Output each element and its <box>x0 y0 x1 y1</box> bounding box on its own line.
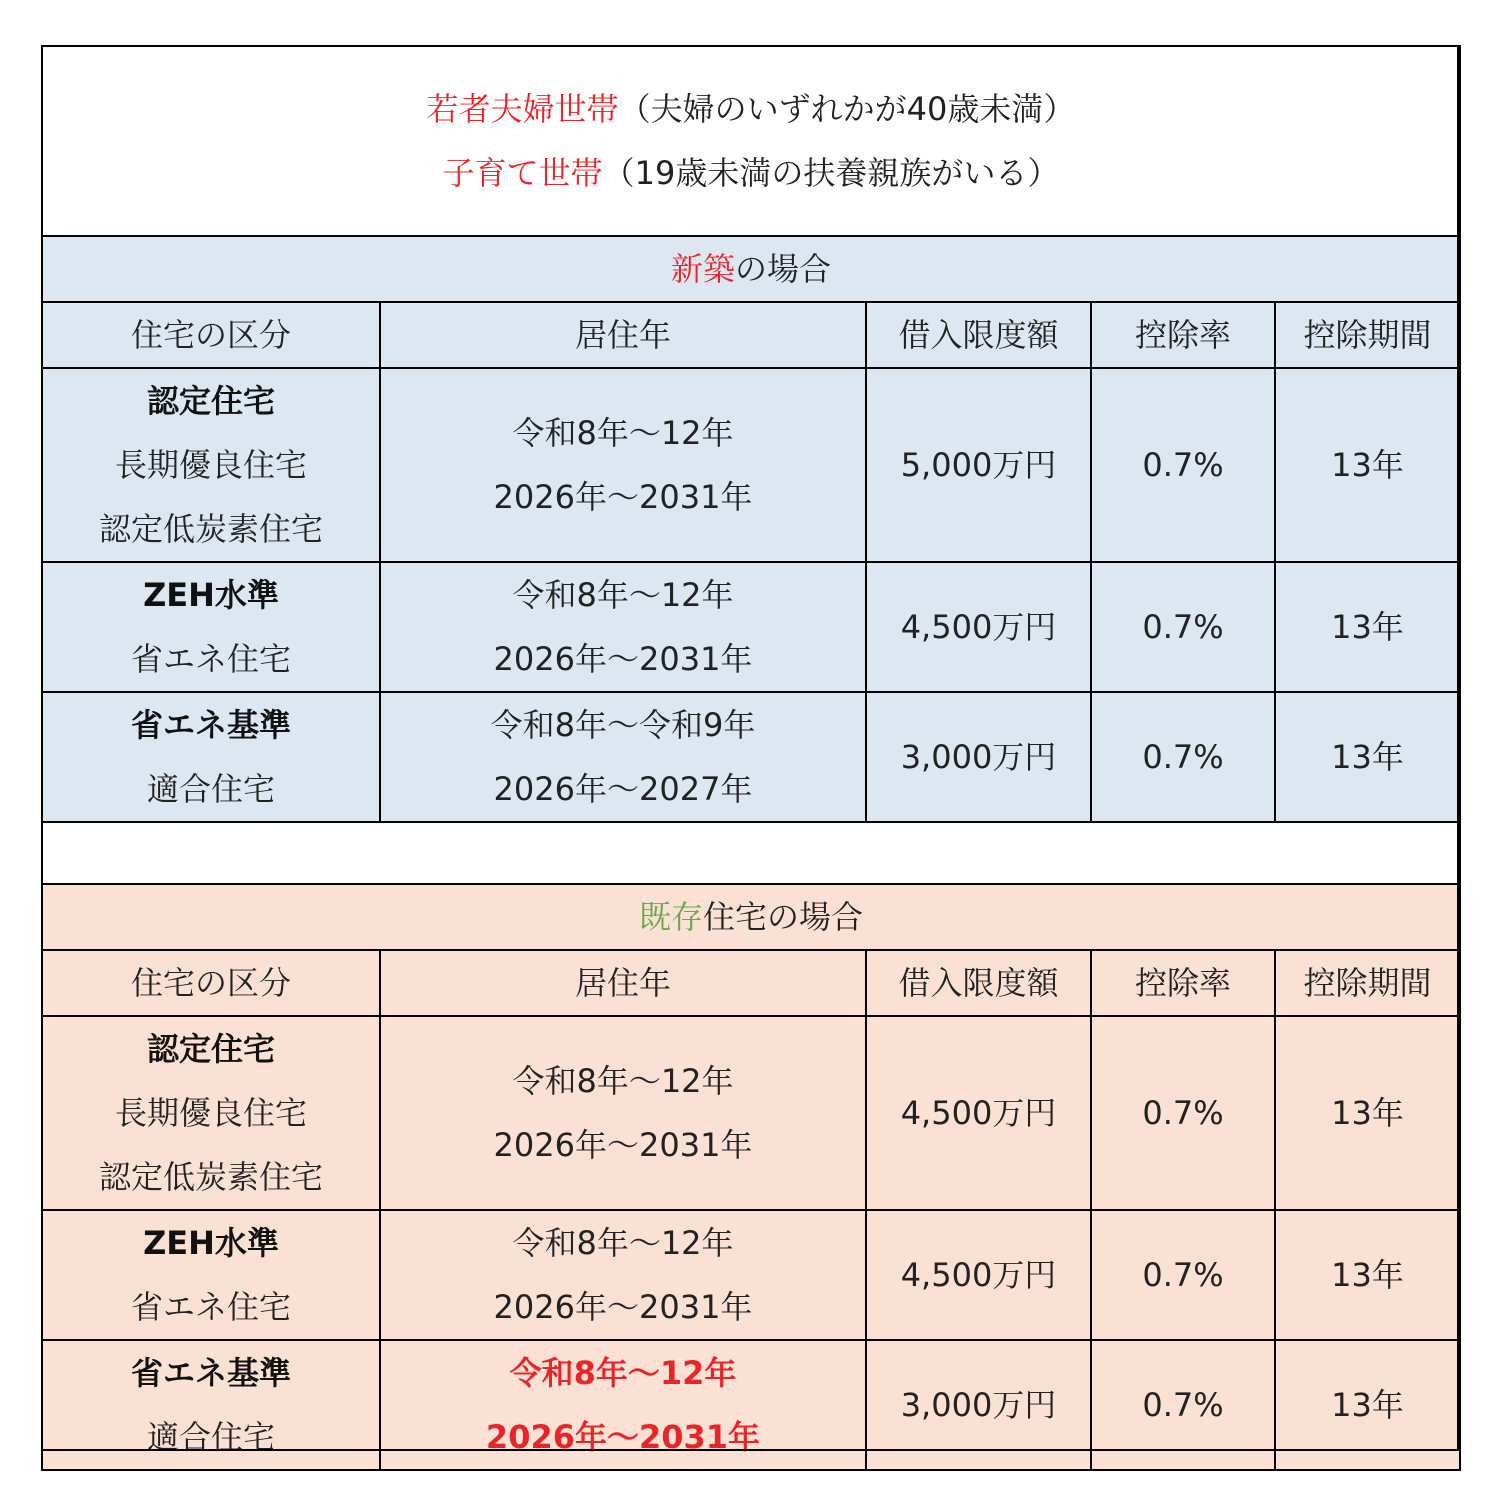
category-bold: 省エネ基準 <box>130 1354 291 1392</box>
category-bold: ZEH水準 <box>143 576 279 614</box>
years-line: 令和8年～12年 <box>512 1062 734 1100</box>
category-line: 認定低炭素住宅 <box>98 1158 323 1196</box>
category-line: 適合住宅 <box>146 1418 275 1456</box>
years-line: 2026年～2031年 <box>493 640 753 678</box>
years-line: 令和8年～12年 <box>512 414 734 452</box>
limit-cell: 5,000万円 <box>866 368 1091 562</box>
years-line: 令和8年～12年 <box>512 576 734 614</box>
years-line: 2026年～2031年 <box>493 478 753 516</box>
category-line: 長期優良住宅 <box>114 1094 307 1132</box>
period-cell: 13年 <box>1275 1340 1460 1470</box>
category-line: 省エネ住宅 <box>130 1288 291 1326</box>
col-header-period: 控除期間 <box>1275 950 1460 1016</box>
existing-title-rest: 住宅の場合 <box>703 898 864 936</box>
rate-cell: 0.7% <box>1091 1340 1275 1470</box>
limit-cell: 3,000万円 <box>866 1340 1091 1470</box>
new-build-title-rest: の場合 <box>735 250 832 288</box>
category-bold: 省エネ基準 <box>130 706 291 744</box>
period-cell: 13年 <box>1275 562 1460 692</box>
child-rearing-note: （19歳未満の扶養親族がいる） <box>602 154 1060 192</box>
period-cell: 13年 <box>1275 692 1460 822</box>
rate-cell: 0.7% <box>1091 1016 1275 1210</box>
rate-cell: 0.7% <box>1091 368 1275 562</box>
years-line: 2026年～2031年 <box>493 1126 753 1164</box>
limit-cell: 4,500万円 <box>866 562 1091 692</box>
existing-highlight: 既存 <box>639 898 704 936</box>
years-line: 令和8年～12年 <box>512 1224 734 1262</box>
col-header-category: 住宅の区分 <box>42 950 380 1016</box>
new-build-highlight: 新築 <box>671 250 736 288</box>
table-outer-frame <box>41 45 1459 1451</box>
col-header-category: 住宅の区分 <box>42 302 380 368</box>
col-header-period: 控除期間 <box>1275 302 1460 368</box>
period-cell: 13年 <box>1275 1210 1460 1340</box>
period-cell: 13年 <box>1275 368 1460 562</box>
limit-cell: 3,000万円 <box>866 692 1091 822</box>
category-line: 長期優良住宅 <box>114 446 307 484</box>
years-line: 令和8年～令和9年 <box>490 706 756 744</box>
limit-cell: 4,500万円 <box>866 1016 1091 1210</box>
category-line: 認定低炭素住宅 <box>98 510 323 548</box>
young-couple-label: 若者夫婦世帯 <box>426 90 619 128</box>
rate-cell: 0.7% <box>1091 562 1275 692</box>
category-bold: 認定住宅 <box>146 1030 275 1068</box>
rate-cell: 0.7% <box>1091 692 1275 822</box>
category-line: 適合住宅 <box>146 770 275 808</box>
col-header-rate: 控除率 <box>1091 302 1275 368</box>
category-line: 省エネ住宅 <box>130 640 291 678</box>
category-bold: ZEH水準 <box>143 1224 279 1262</box>
years-line-highlighted: 令和8年～12年 <box>509 1354 737 1392</box>
young-couple-note: （夫婦のいずれかが40歳未満） <box>618 90 1076 128</box>
years-line-highlighted: 2026年～2031年 <box>485 1418 761 1456</box>
col-header-rate: 控除率 <box>1091 950 1275 1016</box>
col-header-years: 居住年 <box>380 302 866 368</box>
col-header-limit: 借入限度額 <box>866 950 1091 1016</box>
col-header-limit: 借入限度額 <box>866 302 1091 368</box>
years-line: 2026年～2031年 <box>493 1288 753 1326</box>
rate-cell: 0.7% <box>1091 1210 1275 1340</box>
limit-cell: 4,500万円 <box>866 1210 1091 1340</box>
period-cell: 13年 <box>1275 1016 1460 1210</box>
col-header-years: 居住年 <box>380 950 866 1016</box>
child-rearing-label: 子育て世帯 <box>442 154 603 192</box>
category-bold: 認定住宅 <box>146 382 275 420</box>
years-line: 2026年～2027年 <box>493 770 753 808</box>
